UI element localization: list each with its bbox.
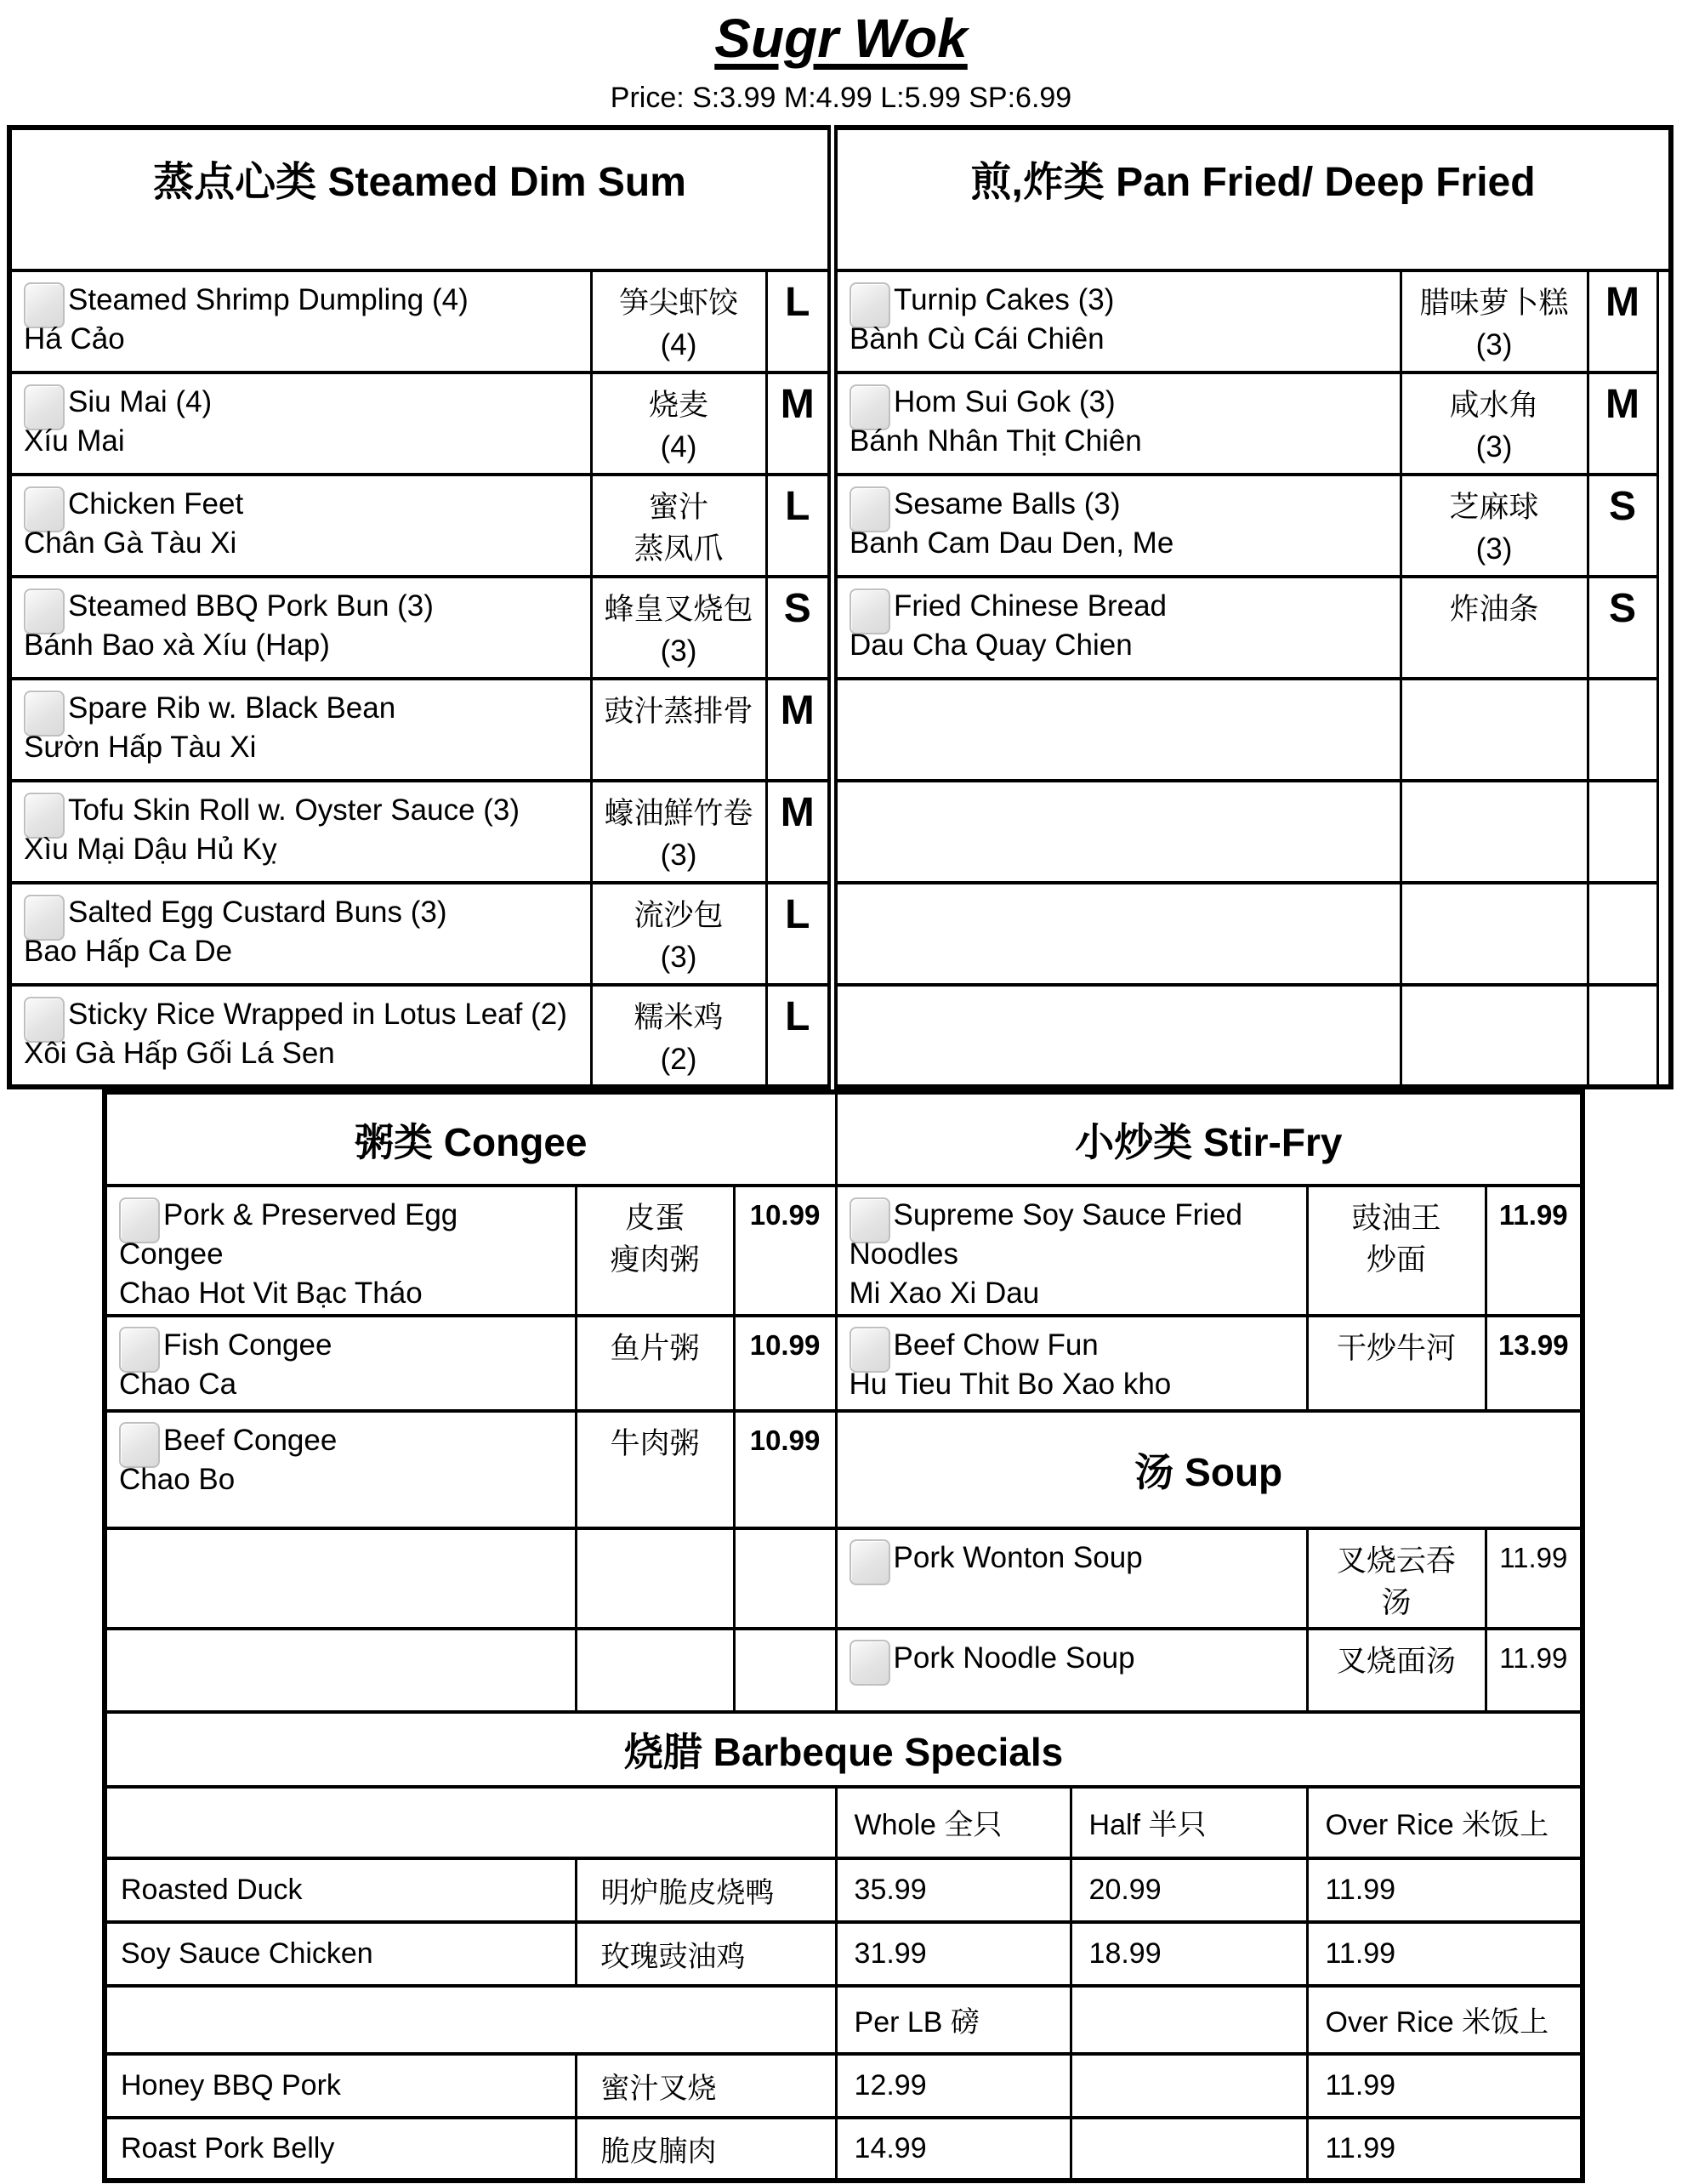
item-name-en: Salted Egg Custard Buns (3) xyxy=(68,896,447,929)
menu-item-cell xyxy=(832,577,1401,679)
empty-cell xyxy=(576,1629,734,1712)
item-name-zh: 鱼片粥 xyxy=(576,1316,734,1411)
restaurant-name: Sugr Wok xyxy=(714,8,968,69)
empty-cell xyxy=(1401,985,1588,1087)
item-name-en: Turnip Cakes (3) xyxy=(894,283,1115,316)
menu-item-cell xyxy=(836,1186,1307,1316)
item-name-vi: Xíu Mai xyxy=(24,424,125,458)
section-header-barbeque-specials: 烧腊 Barbeque Specials xyxy=(105,1712,1583,1787)
menu-item-cell xyxy=(836,1528,1307,1629)
column-header-whole: Whole 全只 xyxy=(836,1787,1071,1858)
empty-cell xyxy=(1071,2118,1307,2181)
menu-item-cell xyxy=(105,1411,576,1528)
menu-item-cell xyxy=(105,1316,576,1411)
menu-item-cell xyxy=(832,475,1401,577)
item-name-zh: 豉油王 炒面 xyxy=(1307,1186,1486,1316)
item-name-vi: Xôi Gà Hấp Gối Lá Sen xyxy=(24,1037,335,1071)
section-header-soup: 汤 Soup xyxy=(836,1411,1583,1528)
item-name-zh: 腊味萝卜糕 (3) xyxy=(1401,270,1588,373)
price: 11.99 xyxy=(1486,1629,1583,1712)
item-name-en: Pork & Preserved Egg Congee xyxy=(119,1198,458,1271)
column-header-over-rice: Over Rice 米饭上 xyxy=(1307,1787,1583,1858)
item-name-vi: Xìu Mại Dậu Hủ Kỵ xyxy=(24,833,277,867)
column-header-half: Half 半只 xyxy=(1071,1787,1307,1858)
empty-cell xyxy=(832,883,1401,985)
empty-cell xyxy=(1588,679,1657,781)
empty-cell xyxy=(1401,679,1588,781)
price-over-rice: 11.99 xyxy=(1307,2118,1583,2181)
bbq-item-name-zh: 明炉脆皮烧鸭 xyxy=(576,1858,836,1922)
menu-item-cell xyxy=(9,373,591,475)
menu-item-cell xyxy=(9,270,591,373)
price: 13.99 xyxy=(1486,1316,1583,1411)
item-name-en: Fish Congee xyxy=(163,1328,332,1362)
item-name-vi: Chao Ca xyxy=(119,1367,237,1401)
price-over-rice: 11.99 xyxy=(1307,2054,1583,2118)
size-code: M xyxy=(1588,373,1657,475)
item-name-en: Pork Noodle Soup xyxy=(893,1641,1135,1675)
empty-cell xyxy=(1588,781,1657,883)
empty-cell xyxy=(1401,883,1588,985)
item-name-zh: 蠔油鮮竹卷 (3) xyxy=(591,781,766,883)
order-checkbox[interactable] xyxy=(119,1197,160,1243)
item-name-en: Sticky Rice Wrapped in Lotus Leaf (2) xyxy=(68,998,567,1031)
price-whole: 35.99 xyxy=(836,1858,1071,1922)
item-name-zh: 叉烧面汤 xyxy=(1307,1629,1486,1712)
menu-item-cell xyxy=(9,679,591,781)
item-name-zh: 咸水角 (3) xyxy=(1401,373,1588,475)
item-name-vi: Chân Gà Tàu Xi xyxy=(24,526,237,560)
empty-cell xyxy=(1401,781,1588,883)
size-code: M xyxy=(766,679,832,781)
item-name-en: Supreme Soy Sauce Fried Noodles xyxy=(849,1198,1243,1271)
item-name-zh: 流沙包 (3) xyxy=(591,883,766,985)
menu-item-cell xyxy=(836,1316,1307,1411)
empty-cell xyxy=(734,1528,836,1629)
item-name-vi: Há Cảo xyxy=(24,322,125,356)
item-name-en: Hom Sui Gok (3) xyxy=(894,385,1116,418)
price: 10.99 xyxy=(734,1186,836,1316)
menu-item-cell xyxy=(105,1186,576,1316)
menu-item-cell xyxy=(832,270,1401,373)
item-name-vi: Bao Hấp Ca De xyxy=(24,935,233,969)
item-name-zh: 蜜汁 蒸凤爪 xyxy=(591,475,766,577)
section-header-stir-fry: 小炒类 Stir-Fry xyxy=(836,1092,1583,1186)
item-name-zh: 烧麦 (4) xyxy=(591,373,766,475)
item-name-zh: 蜂皇叉烧包 (3) xyxy=(591,577,766,679)
empty-cell xyxy=(105,1528,576,1629)
section-header-pan-fried: 煎,炸类 Pan Fried/ Deep Fried xyxy=(832,128,1671,270)
size-code: S xyxy=(766,577,832,679)
item-name-zh: 芝麻球 (3) xyxy=(1401,475,1588,577)
item-name-en: Pork Wonton Soup xyxy=(893,1540,1143,1574)
bbq-item-name: Honey BBQ Pork xyxy=(105,2054,576,2118)
price: 11.99 xyxy=(1486,1528,1583,1629)
item-name-zh: 糯米鸡 (2) xyxy=(591,985,766,1087)
item-name-en: Beef Congee xyxy=(163,1423,338,1457)
item-name-en: Tofu Skin Roll w. Oyster Sauce (3) xyxy=(68,793,520,827)
item-name-en: Fried Chinese Bread xyxy=(894,589,1168,623)
price-over-rice: 11.99 xyxy=(1307,1922,1583,1986)
empty-cell xyxy=(832,679,1401,781)
menu-item-cell xyxy=(832,373,1401,475)
item-name-zh: 笋尖虾饺 (4) xyxy=(591,270,766,373)
size-code: M xyxy=(1588,270,1657,373)
bbq-item-name-zh: 脆皮腩肉 xyxy=(576,2118,836,2181)
item-name-en: Siu Mai (4) xyxy=(68,385,213,418)
menu-item-cell xyxy=(9,883,591,985)
order-checkbox[interactable] xyxy=(850,1539,890,1585)
item-name-vi: Bánh Nhân Thịt Chiên xyxy=(850,424,1142,458)
menu-item-cell xyxy=(836,1629,1307,1712)
item-name-en: Spare Rib w. Black Bean xyxy=(68,691,396,725)
price-per-lb: 14.99 xyxy=(836,2118,1071,2181)
menu-item-cell xyxy=(9,781,591,883)
price-half: 20.99 xyxy=(1071,1858,1307,1922)
menu-item-cell xyxy=(9,475,591,577)
bbq-item-name: Roast Pork Belly xyxy=(105,2118,576,2181)
size-code: S xyxy=(1588,475,1657,577)
item-name-zh: 炸油条 xyxy=(1401,577,1588,679)
section-header-congee: 粥类 Congee xyxy=(105,1092,836,1186)
bbq-item-name-zh: 玫瑰豉油鸡 xyxy=(576,1922,836,1986)
empty-cell xyxy=(105,1629,576,1712)
order-checkbox[interactable] xyxy=(850,1197,890,1243)
price-half: 18.99 xyxy=(1071,1922,1307,1986)
item-name-en: Beef Chow Fun xyxy=(893,1328,1099,1362)
empty-cell xyxy=(576,1528,734,1629)
item-name-zh: 叉烧云吞 汤 xyxy=(1307,1528,1486,1629)
congee-stirfry-bbq-table xyxy=(102,1089,1585,2183)
empty-cell xyxy=(832,985,1401,1087)
item-name-vi: Sườn Hấp Tàu Xi xyxy=(24,731,257,765)
price: 10.99 xyxy=(734,1316,836,1411)
size-code: L xyxy=(766,985,832,1087)
item-name-vi: Chao Hot Vit Bạc Tháo xyxy=(119,1277,423,1311)
item-name-zh: 豉汁蒸排骨 xyxy=(591,679,766,781)
price-whole: 31.99 xyxy=(836,1922,1071,1986)
item-name-vi: Bánh Bao xà Xíu (Hap) xyxy=(24,628,330,663)
item-name-en: Steamed BBQ Pork Bun (3) xyxy=(68,589,434,623)
empty-cell xyxy=(1071,1986,1307,2054)
dim-sum-fried-table xyxy=(7,125,1673,1089)
price-over-rice: 11.99 xyxy=(1307,1858,1583,1922)
item-name-vi: Dau Cha Quay Chien xyxy=(850,628,1133,663)
size-code: L xyxy=(766,270,832,373)
empty-cell xyxy=(1588,883,1657,985)
item-name-en: Steamed Shrimp Dumpling (4) xyxy=(68,283,469,316)
size-code: M xyxy=(766,781,832,883)
item-name-vi: Chao Bo xyxy=(119,1462,236,1496)
item-name-vi: Mi Xao Xi Dau xyxy=(849,1277,1040,1311)
item-name-zh: 皮蛋 瘦肉粥 xyxy=(576,1186,734,1316)
empty-cell xyxy=(105,1787,836,1858)
empty-cell xyxy=(105,1986,836,2054)
item-name-zh: 牛肉粥 xyxy=(576,1411,734,1528)
item-name-en: Sesame Balls (3) xyxy=(894,487,1121,520)
bbq-item-name: Roasted Duck xyxy=(105,1858,576,1922)
item-name-en: Chicken Feet xyxy=(68,487,244,520)
price: 10.99 xyxy=(734,1411,836,1528)
bbq-item-name: Soy Sauce Chicken xyxy=(105,1922,576,1986)
menu-item-cell xyxy=(9,577,591,679)
bbq-item-name-zh: 蜜汁叉烧 xyxy=(576,2054,836,2118)
column-header-over-rice: Over Rice 米饭上 xyxy=(1307,1986,1583,2054)
size-code: M xyxy=(766,373,832,475)
price-per-lb: 12.99 xyxy=(836,2054,1071,2118)
empty-cell xyxy=(1071,2054,1307,2118)
empty-cell xyxy=(1588,985,1657,1087)
size-code: S xyxy=(1588,577,1657,679)
size-price-legend: Price: S:3.99 M:4.99 L:5.99 SP:6.99 xyxy=(610,82,1072,114)
column-header-per-lb: Per LB 磅 xyxy=(836,1986,1071,2054)
item-name-zh: 干炒牛河 xyxy=(1307,1316,1486,1411)
menu-item-cell xyxy=(9,985,591,1087)
order-checkbox[interactable] xyxy=(850,1640,890,1686)
size-code: L xyxy=(766,475,832,577)
item-name-vi: Banh Cam Dau Den, Me xyxy=(850,526,1174,560)
empty-cell xyxy=(832,781,1401,883)
size-code: L xyxy=(766,883,832,985)
section-header-steamed-dim-sum: 蒸点心类 Steamed Dim Sum xyxy=(9,128,832,270)
item-name-vi: Hu Tieu Thit Bo Xao kho xyxy=(849,1367,1172,1401)
item-name-vi: Bành Cù Cái Chiên xyxy=(850,322,1105,356)
empty-cell xyxy=(734,1629,836,1712)
price: 11.99 xyxy=(1486,1186,1583,1316)
